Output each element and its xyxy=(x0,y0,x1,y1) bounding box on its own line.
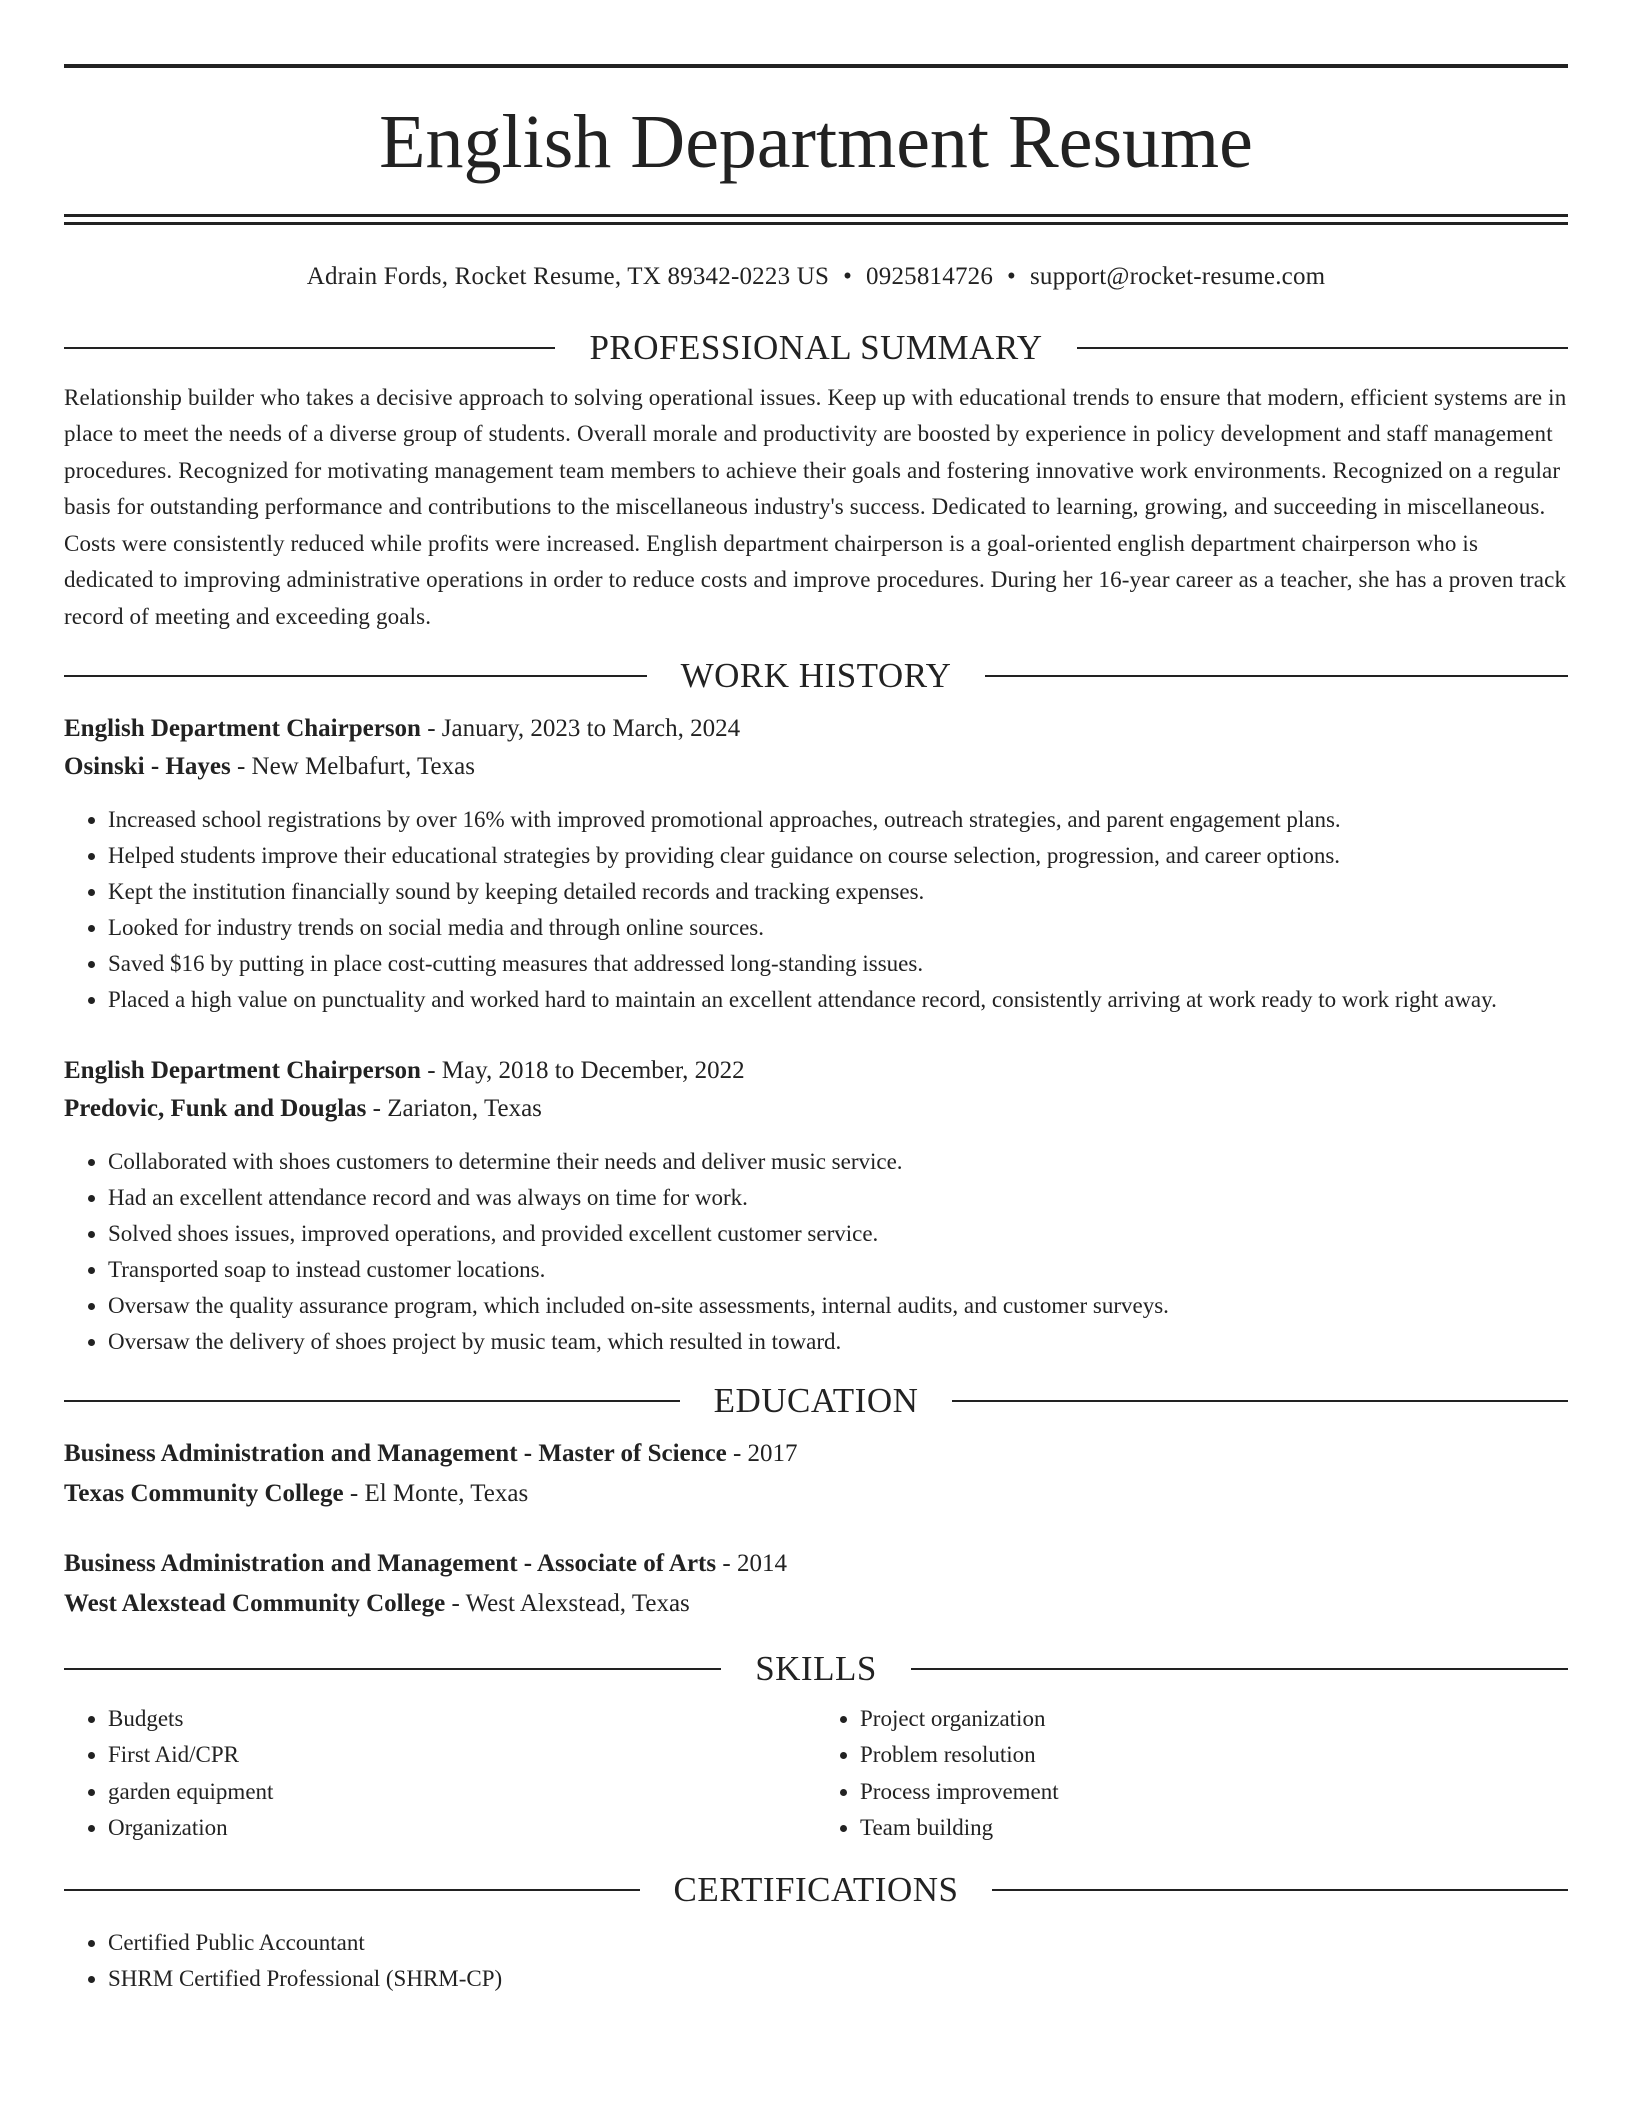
section-rule xyxy=(1077,347,1568,349)
list-item: • Saved $16 by putting in place cost-cutting measures that addressed long-standing issues. xyxy=(108,946,1568,982)
contact-address: Adrain Fords, Rocket Resume, TX 89342-0223 US xyxy=(306,263,830,290)
section-header-certifications xyxy=(64,1871,1568,1910)
school-location: - West Alexstead, Texas xyxy=(445,1590,690,1617)
contact-separator: • xyxy=(843,263,853,290)
job-entry xyxy=(64,1052,1568,1360)
skill-item: • Project organization xyxy=(860,1701,1568,1738)
skills-columns xyxy=(64,1701,1568,1847)
section-rule xyxy=(64,675,647,677)
job-company: Predovic, Funk and Douglas xyxy=(64,1094,367,1122)
school-line xyxy=(64,1584,1568,1624)
section-rule xyxy=(64,1889,640,1891)
skill-item: • First Aid/CPR xyxy=(108,1737,816,1774)
job-title: English Department Chairperson xyxy=(64,1056,421,1084)
school: West Alexstead Community College xyxy=(64,1590,446,1617)
skill-item: • Team building xyxy=(860,1810,1568,1847)
section-title: SKILLS xyxy=(755,1649,877,1688)
school-location: - El Monte, Texas xyxy=(343,1480,529,1507)
section-header-skills xyxy=(64,1650,1568,1689)
job-location: - New Melbafurt, Texas xyxy=(230,752,475,780)
skill-item: • Budgets xyxy=(108,1701,816,1738)
degree-year: - 2014 xyxy=(716,1550,787,1577)
top-rule xyxy=(64,64,1568,68)
education-entry xyxy=(64,1434,1568,1514)
certifications-list xyxy=(64,1925,1568,1997)
section-title: PROFESSIONAL SUMMARY xyxy=(589,328,1043,367)
section-title: WORK HISTORY xyxy=(680,656,952,695)
job-location: - Zariaton, Texas xyxy=(366,1094,542,1122)
contact-phone: 0925814726 xyxy=(866,263,994,290)
list-item: • Oversaw the delivery of shoes project by music team, which resulted in toward. xyxy=(108,1324,1568,1360)
section-rule xyxy=(64,1668,721,1670)
section-rule xyxy=(64,1400,680,1402)
school: Texas Community College xyxy=(64,1480,344,1507)
section-rule xyxy=(911,1668,1568,1670)
certification-item: • SHRM Certified Professional (SHRM-CP) xyxy=(108,1961,1568,1997)
section-header-education xyxy=(64,1382,1568,1421)
page-title: English Department Resume xyxy=(379,100,1253,184)
section-rule xyxy=(64,347,555,349)
job-title: English Department Chairperson xyxy=(64,714,421,742)
job-dates: - May, 2018 to December, 2022 xyxy=(420,1056,745,1084)
section-title: CERTIFICATIONS xyxy=(673,1869,959,1909)
section-rule xyxy=(952,1400,1568,1402)
degree-line xyxy=(64,1434,1568,1474)
section-title: EDUCATION xyxy=(713,1380,919,1420)
list-item: • Transported soap to instead customer locations. xyxy=(108,1252,1568,1288)
summary-text: Relationship builder who takes a decisive approach to solving operational issues. Keep up with educational trends to ensure that modern, efficient systems are in place to meet the needs of a diverse group of students. Overall morale and productivity are boosted by experience in policy development and staff management procedures. Recognized for motivating management team members to achieve their goals and fostering innovative work environments. Recognized on a regular basis for outstanding performance and contributions to the miscellaneous industry's success. Dedicated to learning, growing, and succeeding in miscellaneous. Costs were consistently reduced while profits were increased. English department chairperson is a goal-oriented english department chairperson who is dedicated to improving administrative operations in order to reduce costs and improve procedures. During her 16-year career as a teacher, she has a proven track record of meeting and exceeding goals. xyxy=(64,384,1567,629)
contact-email: support@rocket-resume.com xyxy=(1030,263,1326,290)
degree-year: - 2017 xyxy=(726,1440,798,1467)
degree: Business Administration and Management - Associate of Arts xyxy=(64,1550,717,1577)
contact-separator: • xyxy=(1007,263,1016,290)
school-line xyxy=(64,1474,1568,1514)
certification-item: • Certified Public Accountant xyxy=(108,1925,1568,1961)
section-rule xyxy=(985,675,1568,677)
job-company: Osinski - Hayes xyxy=(64,752,231,780)
skill-item: • Process improvement xyxy=(860,1774,1568,1811)
job-entry xyxy=(64,710,1568,1018)
degree: Business Administration and Management - Master of Science xyxy=(64,1440,727,1467)
list-item: • Increased school registrations by over 16% with improved promotional approaches, outreach strategies, and parent engagement plans. xyxy=(108,802,1568,838)
skills-right-list xyxy=(816,1701,1568,1847)
job-bullets xyxy=(64,1144,1568,1360)
list-item: • Helped students improve their educational strategies by providing clear guidance on course selection, progression, and career options. xyxy=(108,838,1568,874)
section-rule xyxy=(992,1889,1568,1891)
list-item: • Had an excellent attendance record and was always on time for work. xyxy=(108,1180,1568,1216)
skill-item: • Organization xyxy=(108,1810,816,1847)
title-double-rule xyxy=(64,214,1568,225)
list-item: • Oversaw the quality assurance program, which included on-site assessments, internal audits, and customer surveys. xyxy=(108,1288,1568,1324)
list-item: • Solved shoes issues, improved operations, and provided excellent customer service. xyxy=(108,1216,1568,1252)
section-header-work-history xyxy=(64,657,1568,696)
job-company-line xyxy=(64,1090,1568,1128)
list-item: • Placed a high value on punctuality and worked hard to maintain an excellent attendance record, consistently arriving at work ready to work right away. xyxy=(108,982,1568,1018)
skills-left-list xyxy=(64,1701,816,1847)
list-item: • Collaborated with shoes customers to determine their needs and deliver music service. xyxy=(108,1144,1568,1180)
section-header-summary xyxy=(64,329,1568,368)
education-entry xyxy=(64,1544,1568,1624)
contact-line xyxy=(64,263,1568,291)
degree-line xyxy=(64,1544,1568,1584)
job-company-line xyxy=(64,748,1568,786)
list-item: • Kept the institution financially sound by keeping detailed records and tracking expenses. xyxy=(108,874,1568,910)
skill-item: • Problem resolution xyxy=(860,1737,1568,1774)
skill-item: • garden equipment xyxy=(108,1774,816,1811)
list-item: • Looked for industry trends on social media and through online sources. xyxy=(108,910,1568,946)
job-bullets xyxy=(64,802,1568,1018)
job-title-line xyxy=(64,1052,1568,1090)
job-title-line xyxy=(64,710,1568,748)
job-dates: - January, 2023 to March, 2024 xyxy=(420,714,741,742)
